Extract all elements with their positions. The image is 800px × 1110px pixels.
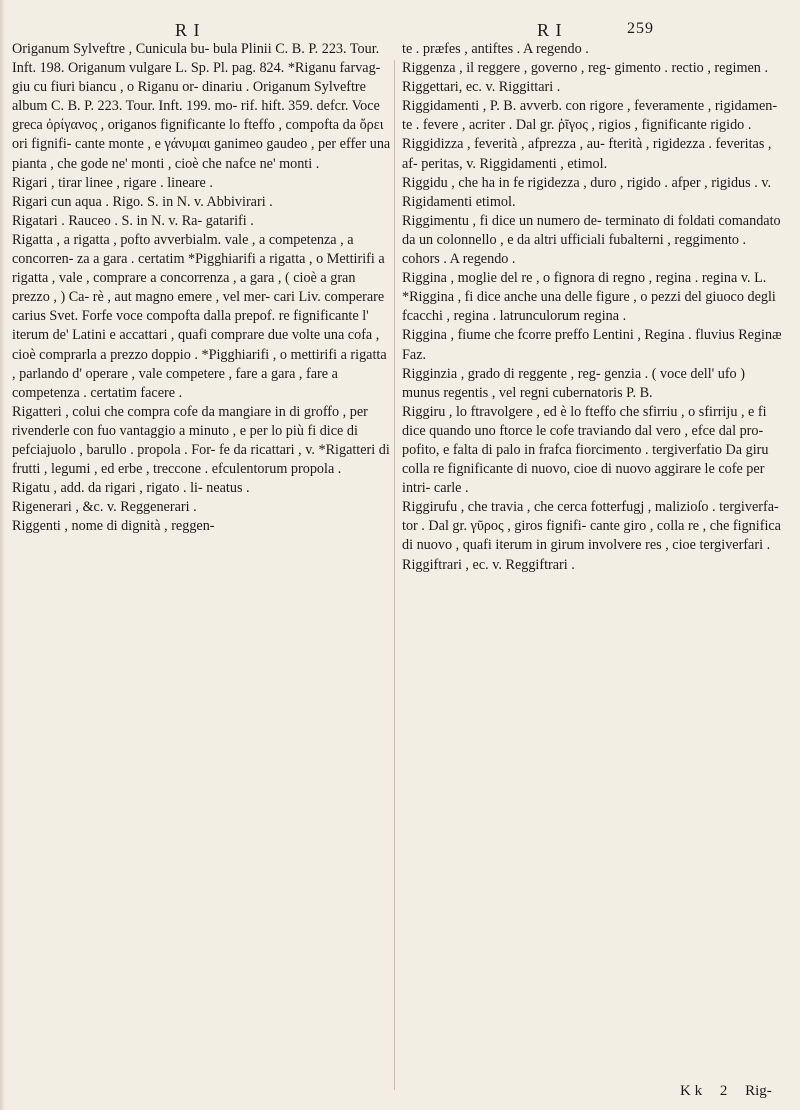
dictionary-entry: Rigenerari , &c. v. Reggenerari . bbox=[12, 499, 197, 516]
page-number: 259 bbox=[627, 20, 654, 37]
dictionary-entry: Riggidamenti , P. B. avverb. con rigore , feveramente , rigidamen- te . fevere , acriter . Dal gr. ῥῖγος , rigios , fignificante rigido . bbox=[402, 98, 778, 134]
dictionary-entry: Riggimentu , fi dice un numero de- terminato di foldati comandato da un colonnello , e da altri ufficiali fubalterni , reggimento . cohors . A regendo . bbox=[402, 212, 781, 268]
catchword: Rig- bbox=[745, 1083, 772, 1099]
page-footer bbox=[680, 1083, 786, 1100]
dictionary-entry: Riggidu , che ha in fe rigidezza , duro , rigido . afper , rigidus . v. Rigidamenti etimol. bbox=[402, 174, 772, 210]
page-edge-shadow bbox=[0, 0, 5, 1110]
dictionary-entry: Riggettari, ec. v. Riggittari . bbox=[402, 79, 561, 96]
dictionary-entry: Riggiftrari , ec. v. Reggiftrari . bbox=[402, 556, 575, 573]
signature-number: 2 bbox=[719, 1083, 728, 1099]
left-running-head: R I bbox=[175, 20, 201, 40]
dictionary-entry: Rigari cun aqua . Rigo. S. in N. v. Abbivirari . bbox=[12, 193, 273, 210]
signature-mark: K k bbox=[680, 1083, 703, 1099]
dictionary-entry: Riggidizza , feverità , afprezza , au- fterità , rigidezza . feveritas , af- peritas, v. Riggidamenti , etimol. bbox=[402, 136, 772, 172]
dictionary-entry: Riggiru , lo ftravolgere , ed è lo fteffo che sfirriu , o sfirriju , e fi dice quando uno ftorce le cofe traviando dal vero , efce dal pro- pofito, e falta di palo in frafca fiorcimento . tergiverfatio Da giru colla re fignificante di nuovo, cioe di nuovo aggirare le cofe per intri- carle . bbox=[402, 403, 769, 497]
dictionary-entry: Origanum Sylveftre , Cunicula bu- bula Plinii C. B. P. 223. Tour. Inft. 198. Origanum vulgare L. Sp. Pl. pag. 824. *Riganu farvag- giu cu fiuri biancu , o Riganu or- dinariu . Origanum Sylveftre album C. B. P. 223. Tour. Inft. 199. mo- rif. hift. 359. defcr. Voce greca ὀρίγανος , origanos fignificante lo fteffo , compofta da ὄρει ori fignifi- cante monte , e γάνυμαι ganimeo gaudeo , per effer una pianta , che gode ne' monti , cioè che nafce ne' monti . bbox=[12, 41, 391, 172]
dictionary-entry: Riggina , fiume che fcorre preffo Lentini , Regina . fluvius Reginæ Faz. bbox=[402, 327, 782, 363]
dictionary-entry: Rigari , tirar linee , rigare . lineare . bbox=[12, 174, 213, 191]
column-divider bbox=[394, 60, 395, 1090]
dictionary-entry: te . præfes , antiftes . A regendo . bbox=[402, 41, 589, 57]
dictionary-entry: Riggirufu , che travia , che cerca fotterfugj , malizioſo . tergiverfa- tor . Dal gr. γῦρος , giros fignifi- cante giro , colla re , che fignifica di nuovo , quafi iterum in girum involvere res , cioe tergiverfari . bbox=[402, 499, 781, 554]
dictionary-entry: Riggina , moglie del re , o fignora di regno , regina . regina v. L. *Riggina , fi dice anche una delle figure , o pezzi del giuoco degli fcacchi , regina . latrunculorum regina . bbox=[402, 270, 776, 325]
left-column bbox=[12, 40, 392, 536]
dictionary-entry: Riggenti , nome di dignità , reggen- bbox=[12, 518, 215, 535]
right-running-head-title: R I bbox=[537, 20, 563, 40]
dictionary-entry: Rigatu , add. da rigari , rigato . li- neatus . bbox=[12, 480, 250, 497]
dictionary-entry: Rigginzia , grado di reggente , reg- genzia . ( voce dell' ufo ) munus regentis , vel regni cubernatoris P. B. bbox=[402, 365, 745, 401]
right-column bbox=[402, 40, 782, 575]
dictionary-entry: Riggenza , il reggere , governo , reg- gimento . rectio , regimen . bbox=[402, 60, 768, 77]
dictionary-entry: Rigatari . Rauceo . S. in N. v. Ra- gatarifi . bbox=[12, 212, 254, 229]
dictionary-entry: Rigatta , a rigatta , pofto avverbialm. vale , a competenza , a concorren- za a gara . certatim *Pigghiarifi a rigatta , o Mettirifi a rigatta , vale , comprare a concorrenza , a gara , ( cioè a gran prezzo , ) Ca- rè , aut magno emere , vel mer- cari Liv. comperare carius Svet. Forfe voce compofta dalla prepof. re fignificante l' iterum de' Latini e accattari , quafi comprare due volte una cofa , cioè comprarla a prezzo doppio . *Pigghiarifi , o mettirifi a rigatta , parlando d' operare , vale competere , fare a gara , fare a competenza . certatim facere . bbox=[12, 231, 387, 401]
dictionary-entry: Rigatteri , colui che compra cofe da mangiare in di groffo , per rivenderle con fuo vantaggio a minuto , e per lo più fi dice di pefciajuolo , barullo . propola . For- fe da ricattari , v. *Rigatteri di frutti , legumi , ed erbe , treccone . efculentorum propola . bbox=[12, 403, 390, 478]
